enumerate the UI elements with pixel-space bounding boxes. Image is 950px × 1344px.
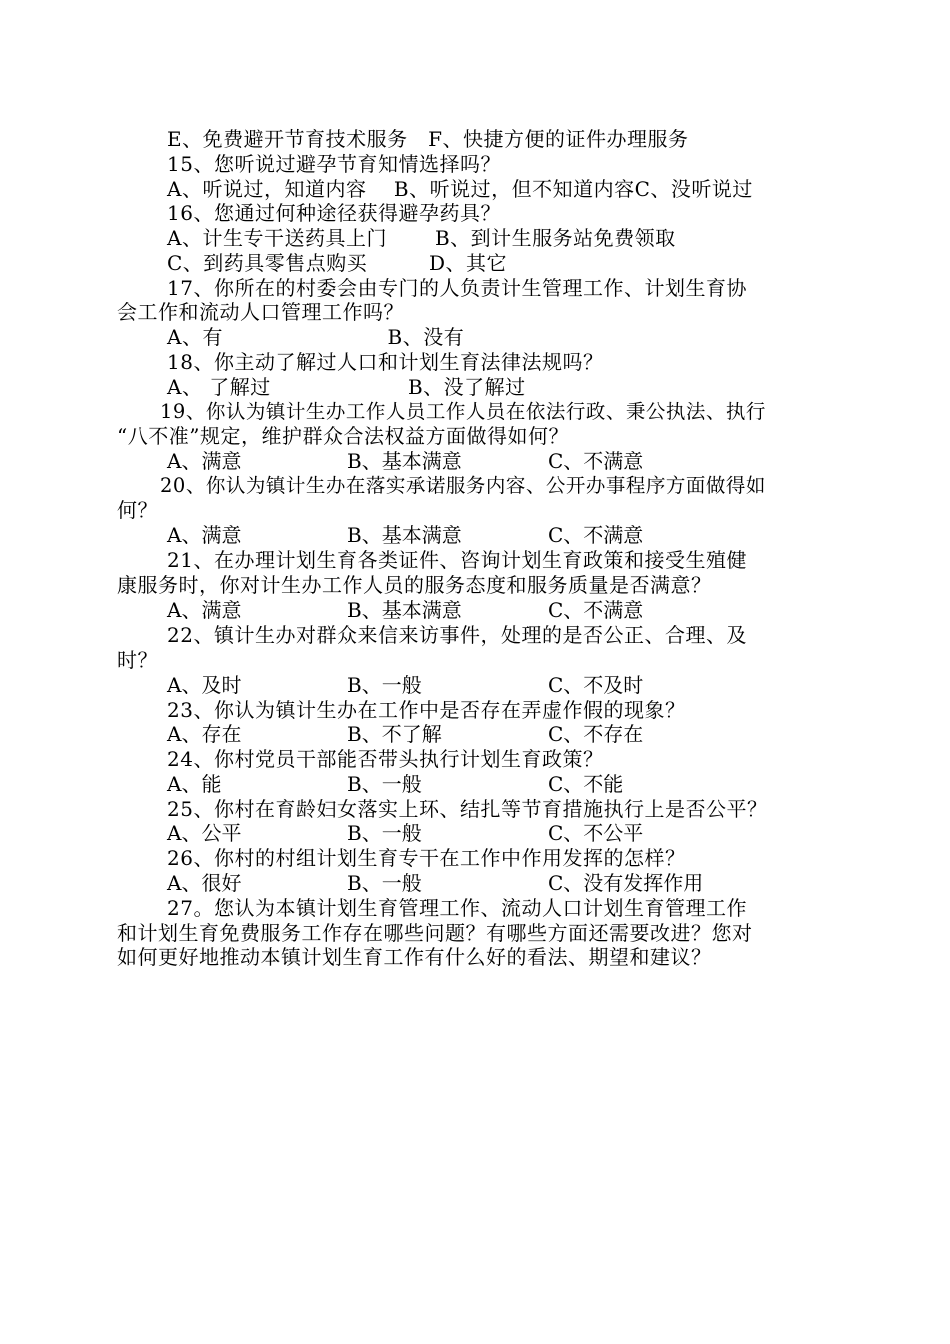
question-24: 24、你村党员干部能否带头执行计划生育政策？ <box>167 747 604 771</box>
option-a-26: A、很好 <box>167 871 242 895</box>
question-21: 21、在办理计划生育各类证件、咨询计划生育政策和接受生殖健 <box>167 548 747 572</box>
option-c-22: C、不及时 <box>548 673 644 697</box>
question-16: 16、您通过何种途径获得避孕药具？ <box>167 201 501 225</box>
option-b-21: B、基本满意 <box>347 598 462 622</box>
option-a-25: A、公平 <box>167 821 242 845</box>
option-c-20: C、不满意 <box>548 523 644 547</box>
options-16-c: C、到药具零售点购买 D、其它 <box>167 251 508 275</box>
question-21-cont: 康服务时，你对计生办工作人员的服务态度和服务质量是否满意？ <box>117 573 712 597</box>
question-22-cont: 时？ <box>117 648 158 672</box>
option-a-21: A、满意 <box>167 598 242 622</box>
question-18: 18、你主动了解过人口和计划生育法律法规吗？ <box>167 350 604 374</box>
question-15: 15、您听说过避孕节育知情选择吗？ <box>167 152 501 176</box>
option-c-25: C、不公平 <box>548 821 644 845</box>
question-20: 20、你认为镇计生办在落实承诺服务内容、公开办事程序方面做得如 <box>160 474 766 497</box>
option-a-20: A、满意 <box>167 523 242 547</box>
question-23: 23、你认为镇计生办在工作中是否存在弄虚作假的现象？ <box>167 698 686 722</box>
options-15: A、听说过，知道内容 B、听说过，但不知道内容C、没听说过 <box>167 177 753 201</box>
question-20-cont: 何？ <box>117 498 158 522</box>
question-22: 22、镇计生办对群众来信来访事件，处理的是否公正、合理、及 <box>167 623 747 647</box>
question-26: 26、你村的村组计划生育专干在工作中作用发挥的怎样？ <box>167 846 686 870</box>
question-17-cont: 会工作和流动人口管理工作吗？ <box>117 300 404 324</box>
options-17: A、有 B、没有 <box>167 325 465 349</box>
option-c-24: C、不能 <box>548 772 624 796</box>
option-c-23: C、不存在 <box>548 722 644 746</box>
question-27-cont-2: 如何更好地推动本镇计划生育工作有什么好的看法、期望和建议？ <box>117 945 712 969</box>
question-27-cont-1: 和计划生育免费服务工作存在哪些问题？有哪些方面还需要改进？您对 <box>117 921 753 945</box>
option-a-19: A、满意 <box>167 449 242 473</box>
option-b-19: B、基本满意 <box>347 449 462 473</box>
question-19: 19、你认为镇计生办工作人员工作人员在依法行政、秉公执法、执行 <box>160 400 766 423</box>
option-b-26: B、一般 <box>347 871 422 895</box>
option-line: E、免费避开节育技术服务 F、快捷方便的证件办理服务 <box>167 127 689 151</box>
option-c-26: C、没有发挥作用 <box>548 871 704 895</box>
question-19-cont: “八不准”规定，维护群众合法权益方面做得如何？ <box>117 424 569 448</box>
option-a-22: A、及时 <box>167 673 242 697</box>
option-c-19: C、不满意 <box>548 449 644 473</box>
options-18: A、 了解过 B、没了解过 <box>167 375 526 399</box>
option-a-23: A、存在 <box>167 722 242 746</box>
option-b-25: B、一般 <box>347 821 422 845</box>
option-b-20: B、基本满意 <box>347 523 462 547</box>
option-b-23: B、不了解 <box>347 722 442 746</box>
option-b-22: B、一般 <box>347 673 422 697</box>
option-b-24: B、一般 <box>347 772 422 796</box>
question-17: 17、你所在的村委会由专门的人负责计生管理工作、计划生育协 <box>167 276 747 300</box>
question-27: 27。您认为本镇计划生育管理工作、流动人口计划生育管理工作 <box>167 896 747 920</box>
options-16-a: A、计生专干送药具上门 B、到计生服务站免费领取 <box>167 226 676 250</box>
option-a-24: A、能 <box>167 772 222 796</box>
option-c-21: C、不满意 <box>548 598 644 622</box>
question-25: 25、你村在育龄妇女落实上环、结扎等节育措施执行上是否公平？ <box>167 797 768 821</box>
